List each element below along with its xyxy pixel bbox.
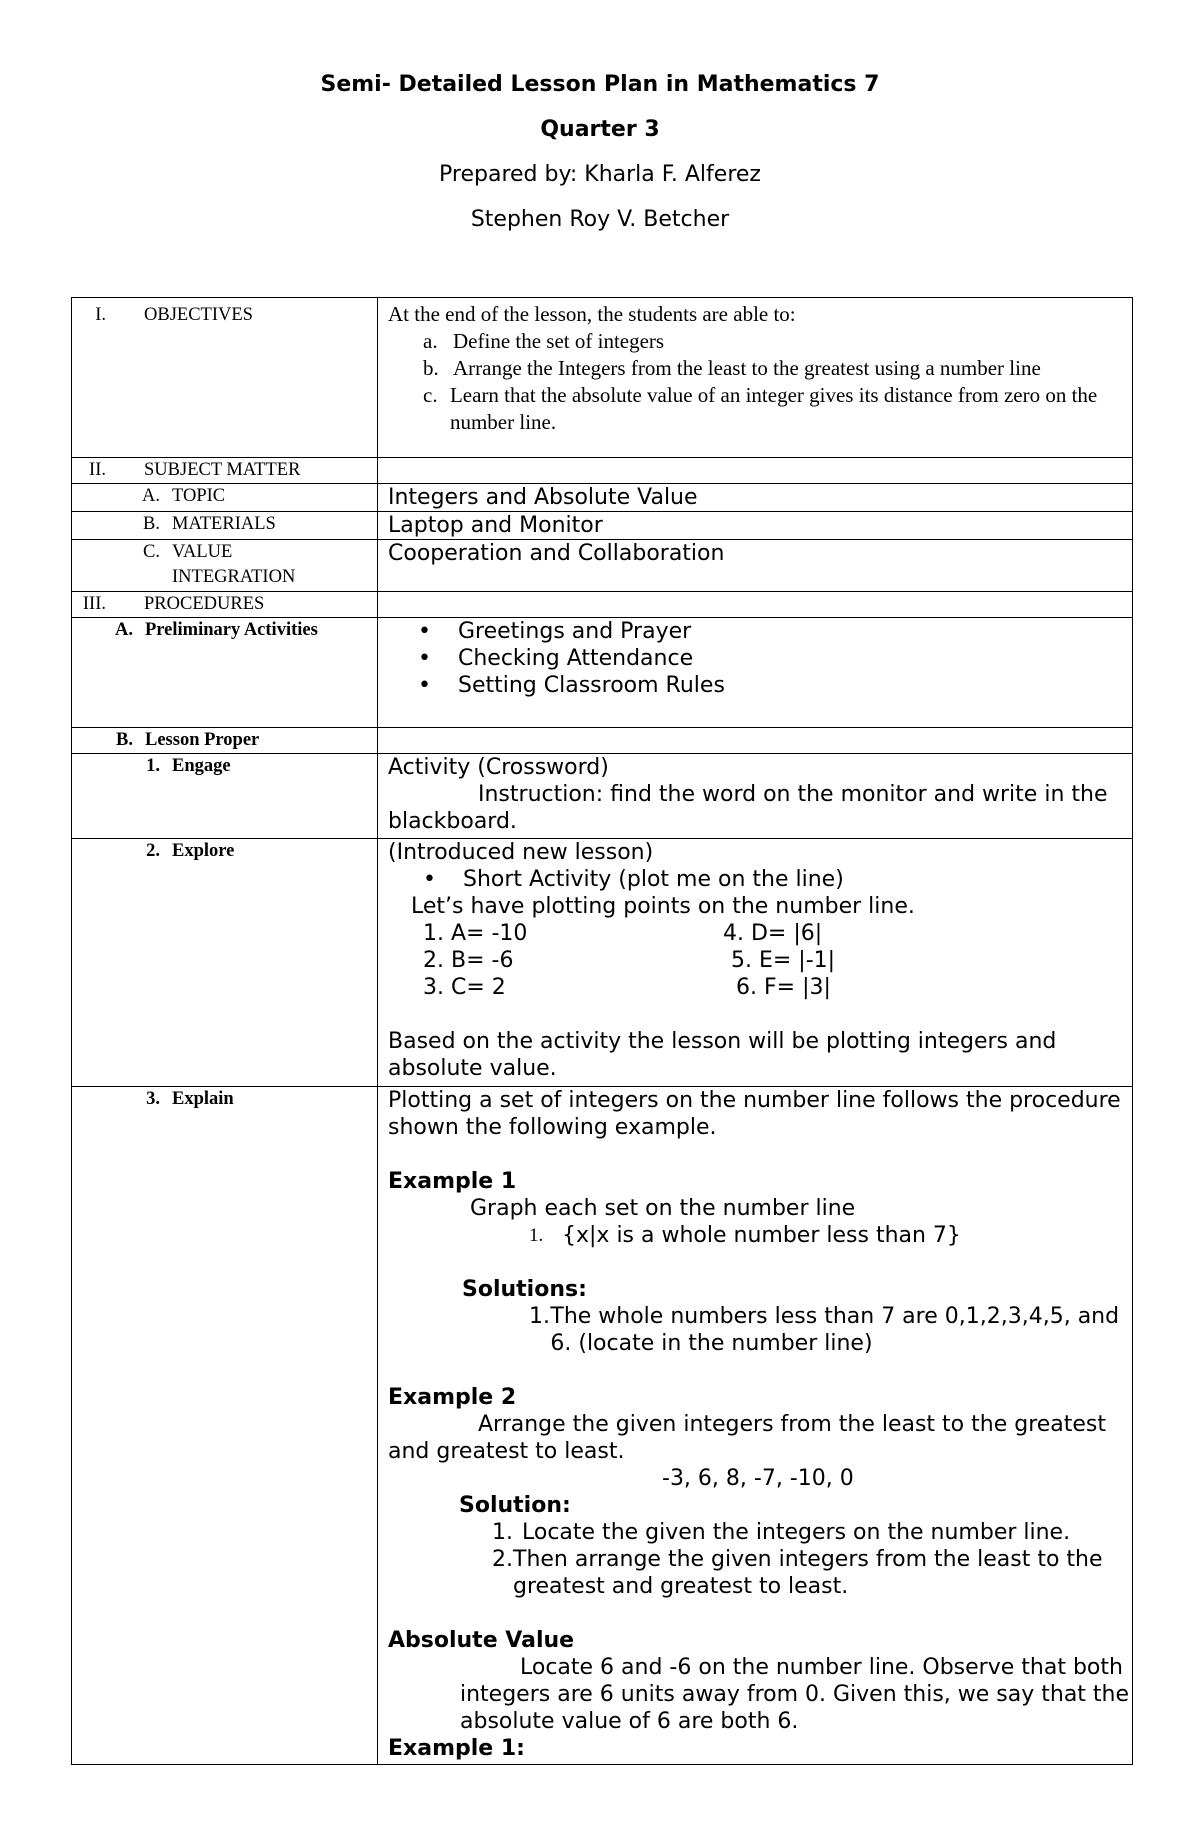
topic-value: Integers and Absolute Value — [378, 484, 1133, 512]
list-item: 1. Locate the given the integers on the number line. — [492, 1520, 1071, 1545]
subject-matter-label: II. SUBJECT MATTER — [89, 460, 301, 480]
plot-row: 1. A= -10 4. D= |6| — [423, 921, 823, 946]
preliminary-row — [72, 618, 1133, 728]
engage-label: 1. Engage — [146, 756, 231, 776]
absolute-value-title: Absolute Value — [388, 1628, 575, 1653]
list-item: • Short Activity (plot me on the line) — [423, 867, 844, 892]
coauthor: Stephen Roy V. Betcher — [470, 207, 730, 232]
topic-label: A. TOPIC — [142, 486, 226, 506]
list-item: 1. The whole numbers less than 7 are 0,1,2,3,4,5, and 6. (locate in the number line) — [529, 1304, 1120, 1356]
plot-row: 2. B= -6 5. E= |-1| — [423, 948, 836, 973]
lesson-proper-row — [72, 728, 1133, 754]
objective-item: b. Arrange the Integers from the least to the greatest using a number line — [423, 356, 1041, 380]
explore-row — [72, 839, 1133, 1087]
objectives-label: I. OBJECTIVES — [95, 305, 253, 325]
materials-label: B. MATERIALS — [143, 514, 276, 534]
procedures-label: III. PROCEDURES — [82, 594, 265, 614]
explore-content: (Introduced new lesson) • Short Activity (plot me on the line) Let’s have plotting points on the number line. 1. A= -10 4. D= |6| 2. B= -6 5. E= |-1| 3. C= 2 6. F= |3| Based on the activity the lesson will be plotting integers and absolute value. — [378, 839, 1133, 1087]
value-integration-value: Cooperation and Collaboration — [378, 540, 1133, 592]
document-header — [0, 70, 1200, 250]
list-item: • Checking Attendance — [418, 646, 694, 671]
plot-row: 3. C= 2 6. F= |3| — [423, 975, 831, 1000]
materials-row — [72, 512, 1133, 540]
example-1-title: Example 1 — [388, 1169, 517, 1194]
explain-content: Plotting a set of integers on the number line follows the procedure shown the following example. Example 1 Graph each set on the number line 1. {x|x is a whole number less than 7} Solutions: 1. The whole numbers less than 7 are 0,1,2,3,4,5, and 6. (locate in the number line) Example 2 Arrange the given integers from the least to the greatest and greatest to least. -3, 6, 8, -7, -10, 0 Solution: 1. Locate the given the integers on the number line. 2. Then arrange the given integers from the least to the greatest and greatest to least. Absolute Value Locate 6 and -6 on the number line. Observe that both integers are 6 units away from 0. Given this, we say that the absolute value of 6 are both 6. Example 1: — [378, 1087, 1133, 1765]
topic-row — [72, 484, 1133, 512]
document-title: Semi- Detailed Lesson Plan in Mathematics 7 — [320, 72, 880, 97]
list-item: • Setting Classroom Rules — [418, 673, 725, 698]
list-item: 2. Then arrange the given integers from the least to the greatest and greatest to least. — [492, 1547, 1103, 1599]
value-integration-row: C. VALUE INTEGRATION Cooperation and Collaboration — [72, 540, 1133, 592]
example-last-title: Example 1: — [388, 1736, 525, 1761]
value-integration-label: C. VALUE — [143, 542, 233, 562]
solution-title: Solution: — [459, 1493, 571, 1518]
lesson-proper-label: B. Lesson Proper — [116, 730, 260, 750]
explain-label: 3. Explain — [146, 1089, 234, 1109]
objectives-content: At the end of the lesson, the students are able to: a. Define the set of integers b. Arrange the Integers from the least to the greatest using a number line c. Learn that the absolute value of an integer gives its distance from zero on the number line. — [378, 298, 1133, 458]
example-2-title: Example 2 — [388, 1385, 517, 1410]
solutions-title: Solutions: — [462, 1277, 587, 1302]
engage-content: Activity (Crossword) Instruction: find the word on the monitor and write in the blackboard. — [378, 754, 1133, 839]
procedures-row — [72, 592, 1133, 618]
subject-matter-row — [72, 458, 1133, 484]
quarter-label: Quarter 3 — [540, 117, 660, 142]
explore-label: 2. Explore — [146, 841, 235, 861]
objective-item: c. Learn that the absolute value of an integer gives its distance from zero on the number line. — [423, 383, 1098, 434]
engage-row — [72, 754, 1133, 839]
list-item: 1. {x|x is a whole number less than 7} — [529, 1223, 961, 1248]
objectives-row — [72, 298, 1133, 458]
lesson-plan-table — [71, 297, 1133, 1765]
explain-row — [72, 1087, 1133, 1765]
example-2-values: -3, 6, 8, -7, -10, 0 — [662, 1466, 854, 1491]
preliminary-content — [378, 618, 1133, 728]
materials-value: Laptop and Monitor — [378, 512, 1133, 540]
objective-item: a. Define the set of integers — [423, 329, 665, 353]
list-item: • Greetings and Prayer — [418, 619, 692, 644]
preliminary-label: A. Preliminary Activities — [115, 620, 318, 640]
prepared-by: Prepared by: Kharla F. Alferez — [439, 162, 761, 187]
